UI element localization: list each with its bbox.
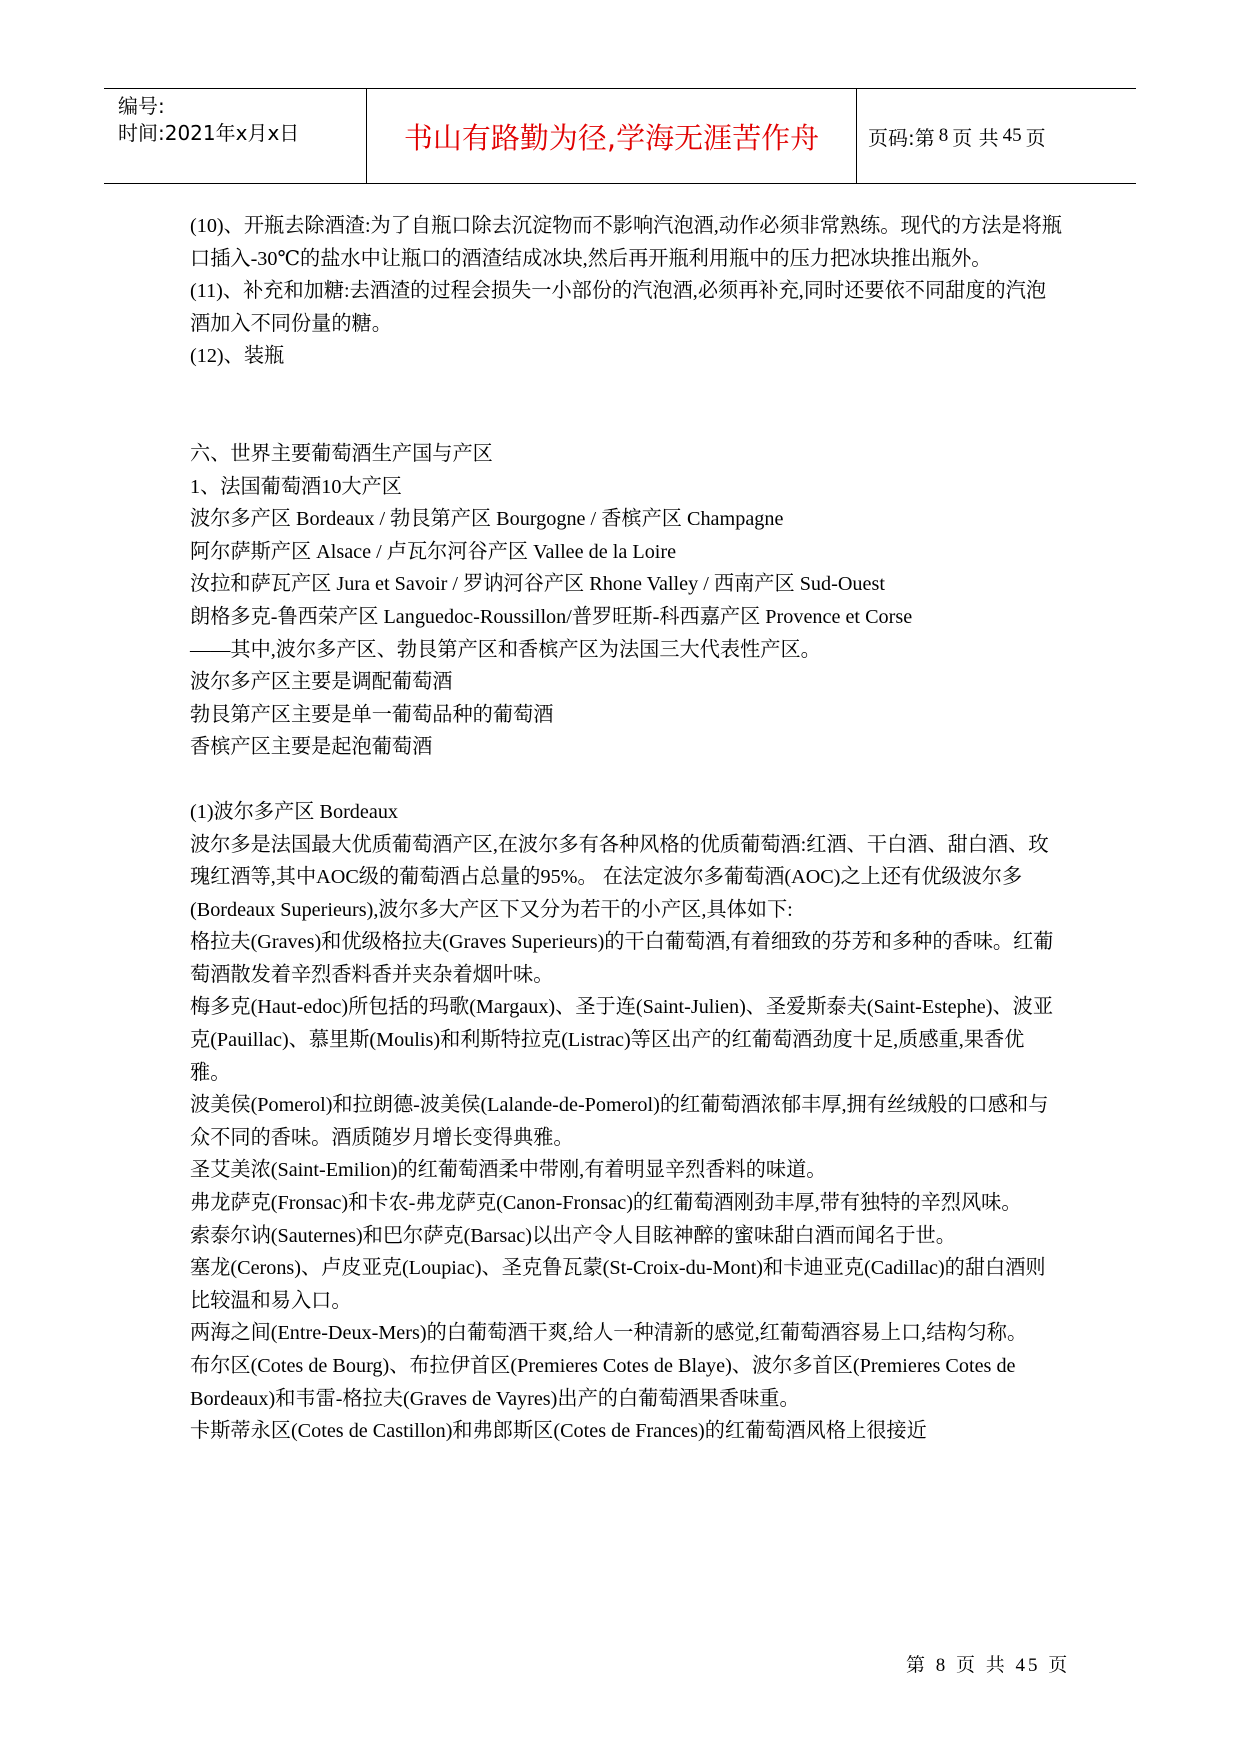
page-suffix: 页 [1025, 125, 1046, 150]
paragraph: 梅多克(Haut-edoc)所包括的玛歌(Margaux)、圣于连(Saint-Julien)、圣爱斯泰夫(Saint-Estephe)、波亚克(Pauillac)、慕里斯(Moulis)和利斯特拉克(Listrac)等区出产的红葡萄酒劲度十足,质感重,果香优雅。 [190, 996, 1054, 1084]
paragraph: 波美侯(Pomerol)和拉朗德-波美侯(Lalande-de-Pomerol)的红葡萄酒浓郁丰厚,拥有丝绒般的口感和与众不同的香味。酒质随岁月增长变得典雅。 [190, 1094, 1049, 1149]
subsection-heading: 1、法国葡萄酒10大产区 [190, 475, 402, 498]
header-motto: 书山有路勤为径,学海无涯苦作舟 [366, 89, 857, 183]
paragraph: 香槟产区主要是起泡葡萄酒 [190, 736, 433, 759]
paragraph: (12)、装瓶 [190, 345, 285, 368]
document-number-label: 编号: [118, 94, 165, 118]
paragraph: 波尔多产区主要是调配葡萄酒 [190, 671, 453, 694]
page-label: 页码:第 [868, 125, 935, 150]
paragraph: 勃艮第产区主要是单一葡萄品种的葡萄酒 [190, 703, 554, 726]
page-mid-label: 页 共 [952, 125, 999, 150]
header-meta [104, 89, 366, 183]
document-body [190, 210, 1062, 1448]
paragraph: 布尔区(Cotes de Bourg)、布拉伊首区(Premieres Cotes de Blaye)、波尔多首区(Premieres Cotes de Bordeaux)和韦雷-格拉夫(Graves de Vayres)出产的白葡萄酒果香味重。 [190, 1355, 1016, 1410]
paragraph: 索泰尔讷(Sauternes)和巴尔萨克(Barsac)以出产令人目眩神醉的蜜味甜白酒而闻名于世。 [190, 1224, 956, 1247]
paragraph: 波尔多产区 Bordeaux / 勃艮第产区 Bourgogne / 香槟产区 Champagne [190, 508, 784, 531]
paragraph: 波尔多是法国最大优质葡萄酒产区,在波尔多有各种风格的优质葡萄酒:红酒、干白酒、甜白酒、玫瑰红酒等,其中AOC级的葡萄酒占总量的95%。 在法定波尔多葡萄酒(AOC)之上还有优级波尔多(Bordeaux Superieurs),波尔多大产区下又分为若干的小产区,具体如下: [190, 833, 1049, 921]
paragraph: 阿尔萨斯产区 Alsace / 卢瓦尔河谷产区 Vallee de la Loire [190, 540, 677, 563]
paragraph: 格拉夫(Graves)和优级格拉夫(Graves Superieurs)的干白葡萄酒,有着细致的芬芳和多种的香味。红葡萄酒散发着辛烈香料香并夹杂着烟叶味。 [190, 931, 1054, 986]
paragraph: (11)、补充和加糖:去酒渣的过程会损失一小部份的汽泡酒,必须再补充,同时还要依不同甜度的汽泡酒加入不同份量的糖。 [190, 280, 1047, 335]
paragraph: (10)、开瓶去除酒渣:为了自瓶口除去沉淀物而不影响汽泡酒,动作必须非常熟练。现代的方法是将瓶口插入-30℃的盐水中让瓶口的酒渣结成冰块,然后再开瓶利用瓶中的压力把冰块推出瓶外。 [190, 215, 1062, 270]
section-heading: 六、世界主要葡萄酒生产国与产区 [190, 442, 493, 465]
paragraph: 圣艾美浓(Saint-Emilion)的红葡萄酒柔中带刚,有着明显辛烈香料的味道。 [190, 1159, 827, 1182]
page-header [104, 88, 1136, 184]
paragraph: 弗龙萨克(Fronsac)和卡农-弗龙萨克(Canon-Fronsac)的红葡萄酒刚劲丰厚,带有独特的辛烈风味。 [190, 1192, 1022, 1215]
page-current: 8 [938, 125, 949, 146]
paragraph: 汝拉和萨瓦产区 Jura et Savoir / 罗讷河谷产区 Rhone Valley / 西南产区 Sud-Ouest [190, 573, 885, 596]
document-time-label: 时间:2021年x月x日 [118, 121, 300, 145]
header-page-info [855, 89, 1136, 183]
paragraph: 塞龙(Cerons)、卢皮亚克(Loupiac)、圣克鲁瓦蒙(St-Croix-du-Mont)和卡迪亚克(Cadillac)的甜白酒则比较温和易入口。 [190, 1257, 1046, 1312]
page-total: 45 [1002, 125, 1022, 146]
paragraph: ——其中,波尔多产区、勃艮第产区和香槟产区为法国三大代表性产区。 [190, 638, 821, 661]
paragraph: 卡斯蒂永区(Cotes de Castillon)和弗郎斯区(Cotes de Frances)的红葡萄酒风格上很接近 [190, 1420, 927, 1443]
spacer [190, 373, 1062, 438]
paragraph: 朗格多克-鲁西荣产区 Languedoc-Roussillon/普罗旺斯-科西嘉产区 Provence et Corse [190, 605, 913, 628]
subsection-heading: (1)波尔多产区 Bordeaux [190, 800, 399, 823]
paragraph: 两海之间(Entre-Deux-Mers)的白葡萄酒干爽,给人一种清新的感觉,红葡萄酒容易上口,结构匀称。 [190, 1322, 1028, 1345]
page-footer: 第 8 页 共 45 页 [906, 1655, 1071, 1676]
spacer [190, 764, 1062, 796]
